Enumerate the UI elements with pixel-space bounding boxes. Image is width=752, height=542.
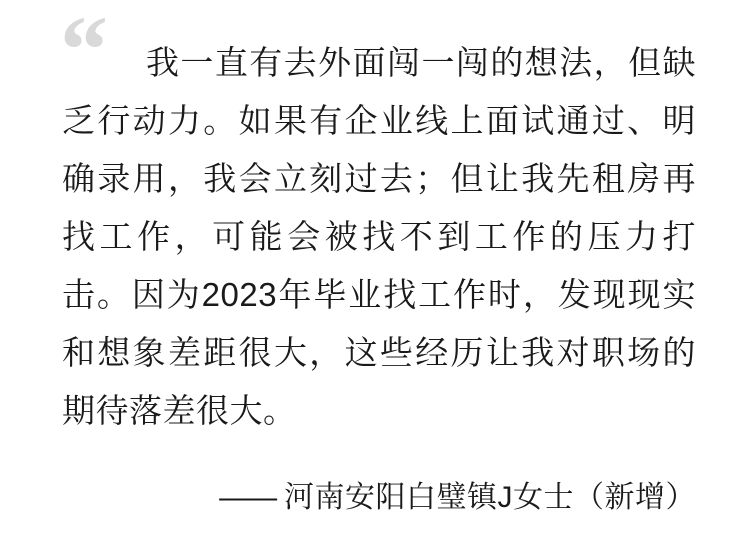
attribution-label: 河南安阳白璧镇J女士（新增） (284, 481, 696, 514)
quotation-mark-icon: “ (60, 0, 106, 103)
quote-text: 我一直有去外面闯一闯的想法，但缺乏行动力。如果有企业线上面试通过、明确录用，我会立刻过去；但让我先租房再找工作，可能会被找不到工作的压力打击。因为2023年毕业找工作时，发现现实和想象差距很大，这些经历让我对职场的期待落差很大。 (62, 44, 696, 429)
quote-attribution (62, 476, 696, 520)
attribution-dash: —— (219, 481, 276, 514)
